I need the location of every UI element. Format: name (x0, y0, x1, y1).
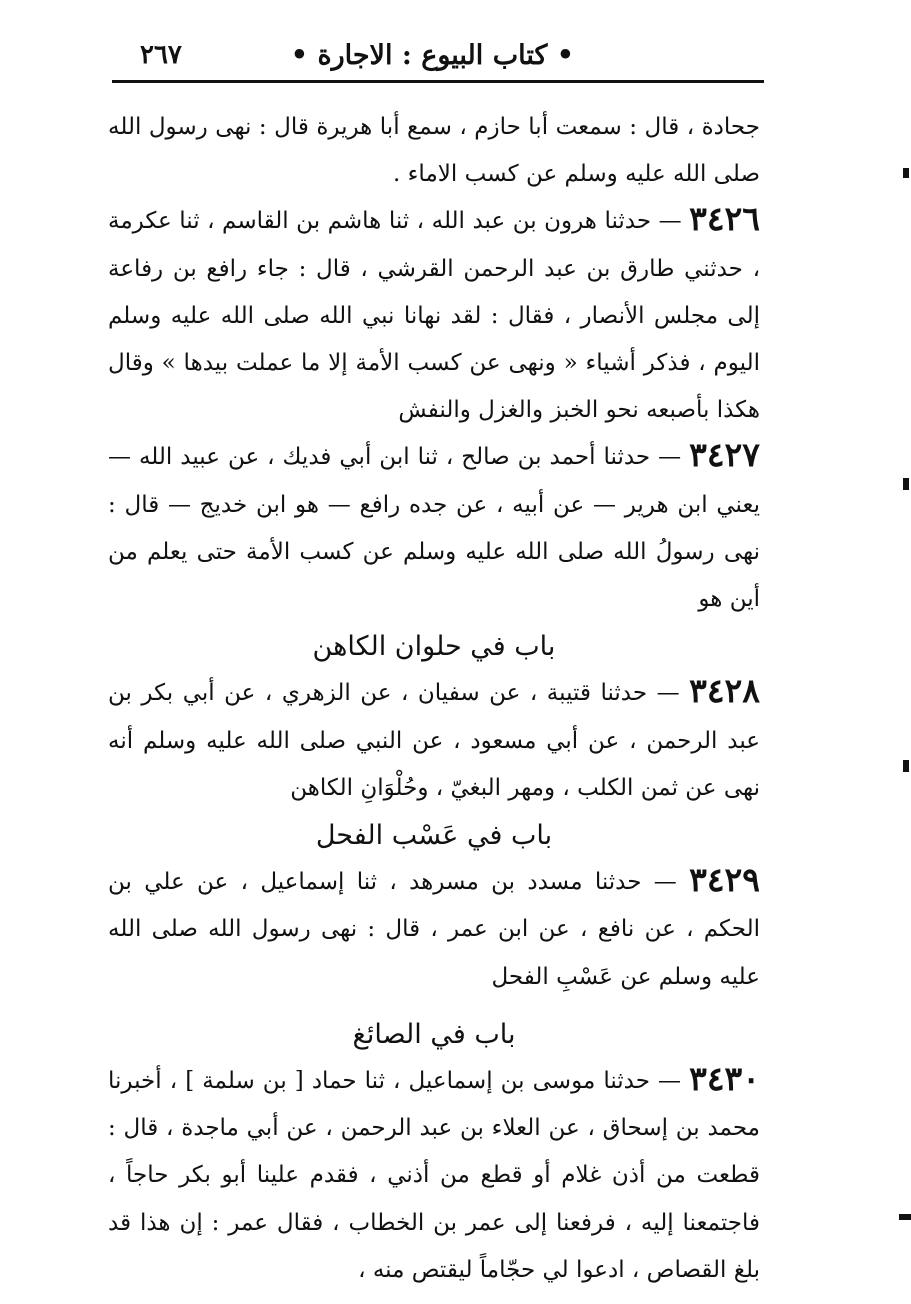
hadith-number: ٣٤٢٨ (689, 671, 761, 711)
hadith-number: ٣٤٢٩ (689, 860, 761, 900)
running-title: • كتاب البيوع : الاجارة • (290, 40, 574, 71)
scan-edge-mark (899, 1214, 911, 1220)
header-rule (112, 80, 764, 83)
hadith-3428 (108, 670, 760, 812)
hadith-number: ٣٤٢٦ (689, 199, 761, 239)
page-body (108, 104, 760, 1294)
page-header (112, 36, 764, 76)
hadith-3429 (108, 859, 760, 1001)
hadith-text: — حدثنا هرون بن عبد الله ، ثنا هاشم بن القاسم ، ثنا عكرمة ، حدثني طارق بن عبد الرحمن القرشي ، قال : جاء رافع بن رفاعة إلى مجلس الأنصار ، فقال : لقد نهانا نبي الله صلى الله عليه وسلم اليوم ، فذكر أشياء « ونهى عن كسب الأمة إلا ما عملت بيدها » وقال هكذا بأصبعه نحو الخبز والغزل والنفش (108, 208, 760, 424)
scan-edge-mark (903, 760, 909, 772)
scan-edge-mark (903, 478, 909, 490)
hadith-text: — حدثنا موسى بن إسماعيل ، ثنا حماد [ بن سلمة ] ، أخبرنا محمد بن إسحاق ، عن العلاء بن عبد الرحمن ، عن أبي ماجدة ، قال : قطعت من أذن غلام أو قطع من أذني ، فقدم علينا أبو بكر حاجاً ، فاجتمعنا إليه ، فرفعنا إلى عمر بن الخطاب ، فقال عمر : إن هذا قد بلغ القصاص ، ادعوا لي حجّاماً ليقتص منه ، (108, 1068, 760, 1283)
hadith-3426 (108, 198, 760, 434)
hadith-text: — حدثنا مسدد بن مسرهد ، ثنا إسماعيل ، عن علي بن الحكم ، عن نافع ، عن ابن عمر ، قال : نهى رسول الله صلى الله عليه وسلم عن عَسْبِ الفحل (108, 869, 760, 990)
hadith-continuation: جحادة ، قال : سمعت أبا حازم ، سمع أبا هريرة قال : نهى رسول الله صلى الله عليه وسلم عن كسب الاماء . (108, 114, 760, 188)
hadith-text: — حدثنا أحمد بن صالح ، ثنا ابن أبي فديك ، عن عبيد الله — يعني ابن هرير — عن أبيه ، عن جده رافع — هو ابن خديج — قال : نهى رسولُ الله صلى الله عليه وسلم عن كسب الأمة حتى يعلم من أين هو (108, 444, 760, 613)
hadith-3427 (108, 434, 760, 623)
scan-edge-mark (903, 168, 909, 178)
hadith-number: ٣٤٢٧ (689, 435, 761, 475)
hadith-number: ٣٤٣٠ (689, 1059, 760, 1099)
chapter-heading-asb: باب في عَسْب الفحل (315, 820, 553, 852)
chapter-heading-hulwan: باب في حلوان الكاهن (312, 631, 556, 663)
hadith-3430 (108, 1058, 760, 1294)
page-number: ٢٦٧ (140, 40, 182, 70)
chapter-heading-saigh: باب في الصائغ (352, 1018, 516, 1050)
hadith-text: — حدثنا قتيبة ، عن سفيان ، عن الزهري ، عن أبي بكر بن عبد الرحمن ، عن أبي مسعود ، عن النبي صلى الله عليه وسلم أنه نهى عن ثمن الكلب ، ومهر البغيّ ، وحُلْوَانِ الكاهن (108, 680, 760, 801)
